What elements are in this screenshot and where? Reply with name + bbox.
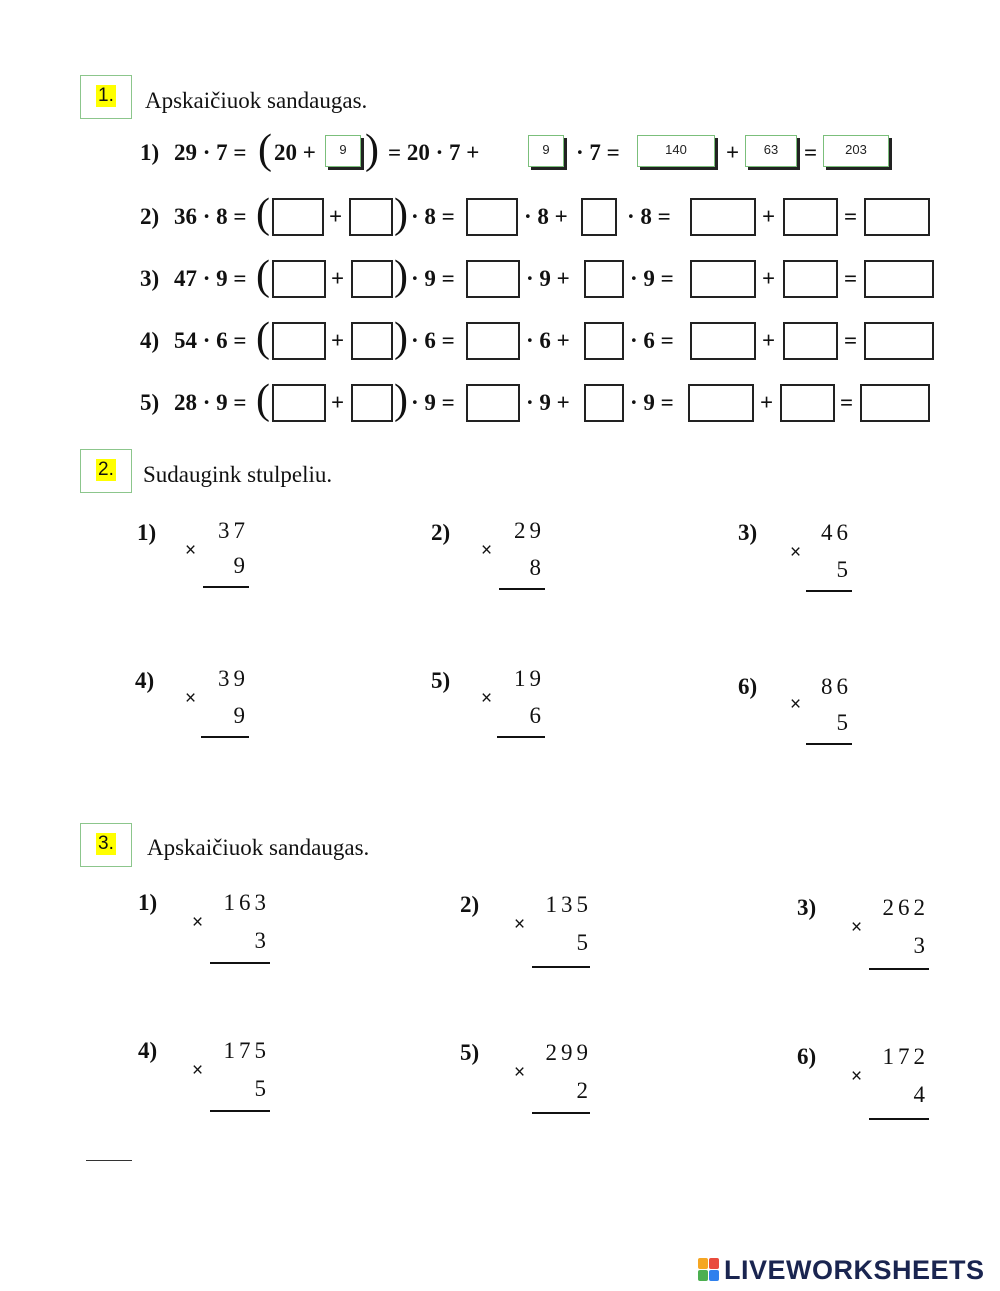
row-expression: 54 · 6 = bbox=[174, 328, 247, 353]
multiplicand: 135 bbox=[545, 892, 592, 917]
exercise-1-title: Apskaičiuok sandaugas. bbox=[145, 88, 368, 113]
problem-label: 5) bbox=[431, 668, 451, 693]
problem-label: 4) bbox=[138, 1038, 158, 1063]
exercise-2-problem-1 bbox=[137, 520, 249, 610]
problem-label: 6) bbox=[738, 674, 758, 699]
exercise-3-problem-6 bbox=[797, 1044, 929, 1134]
liveworksheets-logo[interactable] bbox=[698, 1254, 998, 1286]
row-expression: 28 · 9 = bbox=[174, 390, 247, 415]
exercise-2-problem-6 bbox=[738, 674, 852, 764]
exercise-1-row-3 bbox=[140, 253, 940, 304]
exercise-1-row-5 bbox=[140, 377, 940, 428]
multiply-sign: × bbox=[481, 688, 493, 709]
multiplicand: 19 bbox=[514, 666, 545, 691]
answer-input[interactable] bbox=[690, 260, 756, 298]
answer-line[interactable] bbox=[869, 1118, 929, 1120]
answer-input-1[interactable]: 9 bbox=[325, 135, 361, 167]
row-label: 2) bbox=[140, 204, 160, 229]
multiply-sign: × bbox=[192, 912, 204, 933]
multiplicand: 46 bbox=[821, 520, 852, 545]
row-label: 1) bbox=[140, 140, 160, 165]
row-mid: · 9 + bbox=[526, 390, 570, 415]
open-paren: ( bbox=[256, 315, 270, 361]
answer-line[interactable] bbox=[497, 736, 545, 738]
multiply-sign: × bbox=[185, 540, 197, 561]
answer-input[interactable] bbox=[860, 384, 930, 422]
equals-sign: = bbox=[844, 204, 858, 229]
answer-line[interactable] bbox=[532, 1112, 590, 1114]
multiply-sign: × bbox=[514, 1062, 526, 1083]
equals-sign: = bbox=[844, 266, 858, 291]
row-1-times: · 7 = bbox=[576, 140, 620, 165]
exercise-1-row-2 bbox=[140, 191, 940, 242]
multiplier: 5 bbox=[836, 557, 852, 582]
exercise-2-number-badge bbox=[80, 449, 132, 493]
exercise-3-number: 3. bbox=[98, 833, 114, 854]
exercise-1-row-4 bbox=[140, 315, 940, 366]
answer-line[interactable] bbox=[806, 743, 852, 745]
close-paren: ) bbox=[394, 377, 408, 423]
answer-input-4[interactable]: 63 bbox=[745, 135, 797, 167]
plus-sign: + bbox=[331, 390, 345, 415]
multiplicand: 299 bbox=[545, 1040, 592, 1065]
equals-sign: = bbox=[804, 140, 818, 165]
row-label: 3) bbox=[140, 266, 160, 291]
row-times: · 6 = bbox=[411, 328, 455, 353]
equals-sign: = bbox=[840, 390, 854, 415]
row-1-prefix: 20 + bbox=[274, 140, 316, 165]
answer-input[interactable] bbox=[351, 322, 393, 360]
answer-line[interactable] bbox=[203, 586, 249, 588]
footnote-divider bbox=[86, 1160, 132, 1161]
exercise-3-problem-5 bbox=[460, 1040, 592, 1130]
row-expression: 36 · 8 = bbox=[174, 204, 247, 229]
row-label: 4) bbox=[140, 328, 160, 353]
answer-input[interactable] bbox=[272, 260, 326, 298]
close-paren: ) bbox=[394, 253, 408, 299]
plus-sign: + bbox=[331, 266, 345, 291]
answer-input[interactable] bbox=[864, 322, 934, 360]
close-paren: ) bbox=[394, 315, 408, 361]
answer-input[interactable] bbox=[864, 198, 930, 236]
multiplier: 2 bbox=[576, 1078, 592, 1103]
multiply-sign: × bbox=[851, 1066, 863, 1087]
plus-sign: + bbox=[331, 328, 345, 353]
multiplier: 9 bbox=[233, 553, 249, 578]
close-paren: ) bbox=[365, 127, 379, 173]
multiplicand: 172 bbox=[882, 1044, 929, 1069]
multiplicand: 86 bbox=[821, 674, 852, 699]
plus-sign: + bbox=[762, 266, 776, 291]
multiplier: 3 bbox=[913, 933, 929, 958]
multiply-sign: × bbox=[192, 1060, 204, 1081]
exercise-3-problem-3 bbox=[797, 895, 929, 985]
answer-input[interactable] bbox=[466, 384, 520, 422]
answer-input[interactable] bbox=[351, 384, 393, 422]
row-times: · 8 = bbox=[411, 204, 455, 229]
exercise-3-problem-4 bbox=[138, 1038, 270, 1128]
multiplier: 8 bbox=[529, 555, 545, 580]
multiply-sign: × bbox=[185, 688, 197, 709]
answer-line[interactable] bbox=[201, 736, 249, 738]
equals-sign: = bbox=[844, 328, 858, 353]
row-expression: 29 · 7 = bbox=[174, 140, 247, 165]
answer-input-2[interactable]: 9 bbox=[528, 135, 564, 167]
row-times: · 9 = bbox=[411, 390, 455, 415]
exercise-3-number-badge bbox=[80, 823, 132, 867]
problem-label: 2) bbox=[460, 892, 480, 917]
open-paren: ( bbox=[258, 127, 272, 173]
problem-label: 5) bbox=[460, 1040, 480, 1065]
answer-line[interactable] bbox=[806, 590, 852, 592]
answer-input[interactable] bbox=[351, 260, 393, 298]
problem-label: 3) bbox=[797, 895, 817, 920]
answer-input[interactable] bbox=[272, 198, 324, 236]
plus-sign: + bbox=[762, 204, 776, 229]
problem-label: 6) bbox=[797, 1044, 817, 1069]
exercise-2-number: 2. bbox=[98, 459, 114, 480]
exercise-1-row-1 bbox=[140, 127, 940, 178]
close-paren: ) bbox=[394, 191, 408, 237]
answer-input[interactable] bbox=[688, 384, 754, 422]
row-times-2: · 9 = bbox=[630, 390, 674, 415]
answer-input[interactable] bbox=[272, 384, 326, 422]
multiply-sign: × bbox=[790, 694, 802, 715]
row-times-2: · 6 = bbox=[630, 328, 674, 353]
multiplier: 5 bbox=[836, 710, 852, 735]
row-label: 5) bbox=[140, 390, 160, 415]
answer-line[interactable] bbox=[210, 1110, 270, 1112]
exercise-1-number: 1. bbox=[98, 85, 114, 106]
exercise-1-number-badge bbox=[80, 75, 132, 119]
answer-input[interactable] bbox=[864, 260, 934, 298]
row-expression: 47 · 9 = bbox=[174, 266, 247, 291]
multiplicand: 262 bbox=[882, 895, 929, 920]
multiplier: 6 bbox=[529, 703, 545, 728]
problem-label: 4) bbox=[135, 668, 155, 693]
open-paren: ( bbox=[256, 191, 270, 237]
answer-input[interactable] bbox=[584, 384, 624, 422]
answer-input[interactable] bbox=[690, 198, 756, 236]
answer-input-5[interactable]: 203 bbox=[823, 135, 889, 167]
answer-line[interactable] bbox=[499, 588, 545, 590]
liveworksheets-logo-icon bbox=[698, 1258, 720, 1282]
exercise-3-title: Apskaičiuok sandaugas. bbox=[147, 835, 370, 860]
plus-sign: + bbox=[762, 328, 776, 353]
row-mid: · 9 + bbox=[526, 266, 570, 291]
answer-input[interactable] bbox=[584, 322, 624, 360]
exercise-3-problem-1 bbox=[138, 890, 270, 980]
multiplicand: 37 bbox=[218, 518, 249, 543]
answer-line[interactable] bbox=[869, 968, 929, 970]
answer-input[interactable] bbox=[690, 322, 756, 360]
answer-input[interactable] bbox=[272, 322, 326, 360]
multiplier: 3 bbox=[254, 928, 270, 953]
problem-label: 1) bbox=[138, 890, 158, 915]
row-times: · 9 = bbox=[411, 266, 455, 291]
multiply-sign: × bbox=[514, 914, 526, 935]
answer-input[interactable] bbox=[466, 322, 520, 360]
answer-input[interactable] bbox=[584, 260, 624, 298]
multiplicand: 29 bbox=[514, 518, 545, 543]
answer-input[interactable] bbox=[466, 260, 520, 298]
plus-sign: + bbox=[726, 140, 740, 165]
multiply-sign: × bbox=[790, 542, 802, 563]
row-times-2: · 9 = bbox=[630, 266, 674, 291]
problem-label: 2) bbox=[431, 520, 451, 545]
multiply-sign: × bbox=[851, 917, 863, 938]
exercise-2-problem-5 bbox=[431, 668, 545, 758]
plus-sign: + bbox=[760, 390, 774, 415]
answer-input[interactable] bbox=[783, 198, 838, 236]
exercise-2-problem-3 bbox=[738, 520, 852, 610]
answer-input[interactable] bbox=[780, 384, 835, 422]
problem-label: 3) bbox=[738, 520, 758, 545]
answer-input[interactable] bbox=[783, 322, 838, 360]
multiplicand: 175 bbox=[223, 1038, 270, 1063]
answer-input[interactable] bbox=[349, 198, 393, 236]
exercise-3-problem-2 bbox=[460, 892, 592, 982]
multiplicand: 39 bbox=[218, 666, 249, 691]
row-times-2: · 8 = bbox=[627, 204, 671, 229]
row-mid: · 6 + bbox=[526, 328, 570, 353]
answer-line[interactable] bbox=[210, 962, 270, 964]
answer-input[interactable] bbox=[581, 198, 617, 236]
answer-input[interactable] bbox=[783, 260, 838, 298]
problem-label: 1) bbox=[137, 520, 157, 545]
answer-input[interactable] bbox=[466, 198, 518, 236]
exercise-2-problem-2 bbox=[431, 520, 545, 610]
multiply-sign: × bbox=[481, 540, 493, 561]
open-paren: ( bbox=[256, 377, 270, 423]
exercise-2-title: Sudaugink stulpeliu. bbox=[143, 462, 333, 487]
multiplier: 5 bbox=[576, 930, 592, 955]
row-1-rhs: = 20 · 7 + bbox=[388, 140, 480, 165]
row-mid: · 8 + bbox=[524, 204, 568, 229]
open-paren: ( bbox=[256, 253, 270, 299]
multiplier: 5 bbox=[254, 1076, 270, 1101]
exercise-2-problem-4 bbox=[135, 668, 249, 758]
logo-text: LIVEWORKSHEETS bbox=[724, 1255, 985, 1285]
answer-input-3[interactable]: 140 bbox=[637, 135, 715, 167]
answer-line[interactable] bbox=[532, 966, 590, 968]
multiplier: 9 bbox=[233, 703, 249, 728]
multiplicand: 163 bbox=[223, 890, 270, 915]
multiplier: 4 bbox=[913, 1082, 929, 1107]
plus-sign: + bbox=[329, 204, 343, 229]
